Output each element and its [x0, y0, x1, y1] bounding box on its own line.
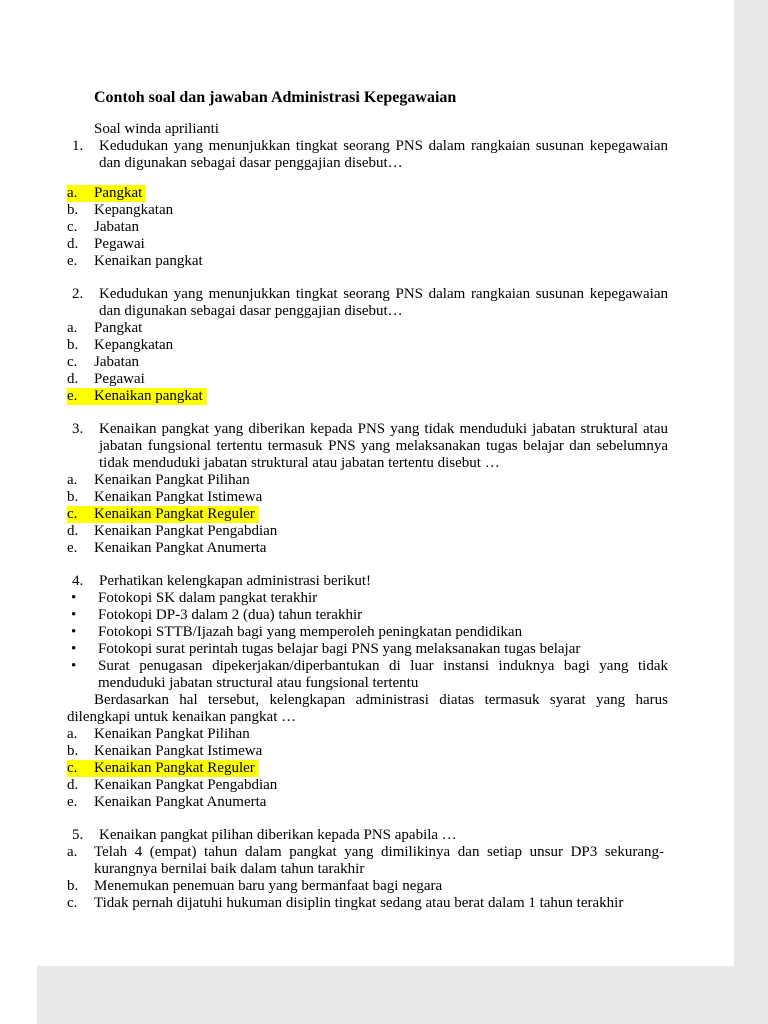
option-text: Kepangkatan	[94, 202, 174, 218]
option-letter: b.	[67, 489, 79, 505]
question-block	[67, 827, 668, 912]
option-row	[67, 743, 668, 760]
question-number: 5.	[72, 827, 84, 843]
question-text: Kedudukan yang menunjukkan tingkat seorang PNS dalam rangkaian susunan kepegawaian dan digunakan sebagai dasar penggajian disebut…	[99, 138, 668, 171]
option-row	[67, 540, 668, 557]
option-row-highlighted	[67, 185, 668, 202]
question-row	[67, 286, 668, 320]
option-text: Kenaikan Pangkat Anumerta	[94, 794, 267, 810]
option-letter: e.	[67, 540, 78, 556]
bullet-text: Fotokopi DP-3 dalam 2 (dua) tahun terakhir	[98, 607, 363, 623]
option-text: Pangkat	[94, 320, 143, 336]
option-text: Tidak pernah dijatuhi hukuman disiplin tingkat sedang atau berat dalam 1 tahun terakhir	[94, 895, 624, 911]
question-number: 3.	[72, 421, 84, 437]
bullet-text: Fotokopi STTB/Ijazah bagi yang memperoleh peningkatan pendidikan	[98, 624, 523, 640]
option-text: Kenaikan Pangkat Reguler	[94, 760, 259, 777]
option-letter: a.	[67, 185, 94, 202]
option-letter: c.	[67, 219, 78, 235]
option-letter: a.	[67, 844, 78, 860]
bullet-text: Surat penugasan dipekerjakan/diperbantukan di luar instansi induknya bagi yang tidak menduduki jabatan structural atau fungsional tertentu	[98, 658, 668, 691]
option-row	[67, 878, 668, 895]
questions-list	[67, 138, 668, 912]
question-text: Kedudukan yang menunjukkan tingkat seorang PNS dalam rangkaian susunan kepegawaian dan digunakan sebagai dasar penggajian disebut…	[99, 286, 668, 319]
option-row	[67, 253, 668, 270]
options-list	[67, 185, 668, 270]
option-row	[67, 236, 668, 253]
option-letter: c.	[67, 506, 94, 523]
option-letter: d.	[67, 236, 79, 252]
option-row	[67, 202, 668, 219]
bullet-row	[67, 607, 668, 624]
option-text: Kenaikan Pangkat Anumerta	[94, 540, 267, 556]
option-letter: e.	[67, 388, 94, 405]
bullet-icon: •	[71, 641, 77, 657]
option-row-highlighted	[67, 388, 668, 405]
option-letter: a.	[67, 726, 78, 742]
options-list	[67, 844, 668, 912]
option-letter: b.	[67, 878, 79, 894]
bullet-text: Fotokopi surat perintah tugas belajar bagi PNS yang melaksanakan tugas belajar	[98, 641, 581, 657]
option-letter: c.	[67, 354, 78, 370]
option-text: Pangkat	[94, 185, 146, 202]
option-row	[67, 337, 668, 354]
question-number: 2.	[72, 286, 84, 302]
option-text: Kenaikan Pangkat Pengabdian	[94, 523, 278, 539]
question-row	[67, 827, 668, 844]
option-letter: e.	[67, 253, 78, 269]
question-block	[67, 573, 668, 811]
question-block	[67, 421, 668, 557]
option-row	[67, 219, 668, 236]
option-text: Jabatan	[94, 219, 139, 235]
option-text: Telah 4 (empat) tahun dalam pangkat yang dimilikinya dan setiap unsur DP3 sekurang-kurangnya bernilai baik dalam tahun tarakhir	[94, 844, 664, 877]
option-text: Pegawai	[94, 236, 145, 252]
option-text: Jabatan	[94, 354, 139, 370]
option-letter: d.	[67, 777, 79, 793]
option-text: Kenaikan pangkat	[94, 388, 207, 405]
option-text: Kenaikan Pangkat Pilihan	[94, 472, 250, 488]
question-row	[67, 138, 668, 172]
option-text: Kenaikan Pangkat Pengabdian	[94, 777, 278, 793]
question-number: 1.	[72, 138, 84, 154]
options-list	[67, 320, 668, 405]
bullet-row	[67, 624, 668, 641]
question-text: Kenaikan pangkat pilihan diberikan kepada PNS apabila …	[99, 827, 457, 843]
option-row	[67, 320, 668, 337]
option-row	[67, 895, 668, 912]
question-text: Kenaikan pangkat yang diberikan kepada PNS yang tidak menduduki jabatan struktural atau jabatan fungsional tertentu termasuk PNS yang melaksanakan tugas belajar dan sebelumnya tidak menduduki jabatan struktural atau jabatan tertentu disebut …	[99, 421, 668, 471]
option-text: Kenaikan Pangkat Istimewa	[94, 743, 263, 759]
bullet-icon: •	[71, 607, 77, 623]
option-text: Menemukan penemuan baru yang bermanfaat bagi negara	[94, 878, 443, 894]
option-letter: b.	[67, 202, 79, 218]
bullet-row	[67, 641, 668, 658]
option-letter: c.	[67, 760, 94, 777]
question-closing-text: Berdasarkan hal tersebut, kelengkapan administrasi diatas termasuk syarat yang harus dilengkapi untuk kenaikan pangkat …	[67, 692, 668, 725]
option-row	[67, 489, 668, 506]
option-row	[67, 472, 668, 489]
bullet-text: Fotokopi SK dalam pangkat terakhir	[98, 590, 318, 606]
option-row	[67, 523, 668, 540]
option-letter: c.	[67, 895, 78, 911]
option-letter: a.	[67, 472, 78, 488]
option-text: Kenaikan pangkat	[94, 253, 203, 269]
question-block	[67, 286, 668, 405]
option-letter: a.	[67, 320, 78, 336]
option-letter: d.	[67, 371, 79, 387]
option-text: Kepangkatan	[94, 337, 174, 353]
option-row	[67, 354, 668, 371]
option-text: Pegawai	[94, 371, 145, 387]
option-letter: e.	[67, 794, 78, 810]
option-row	[67, 777, 668, 794]
option-row-highlighted	[67, 760, 668, 777]
next-page-corner	[0, 966, 37, 1024]
option-letter: b.	[67, 743, 79, 759]
option-text: Kenaikan Pangkat Reguler	[94, 506, 259, 523]
question-row	[67, 573, 668, 590]
option-row	[67, 794, 668, 811]
option-letter: b.	[67, 337, 79, 353]
question-row	[67, 421, 668, 472]
page-title: Contoh soal dan jawaban Administrasi Kepegawaian	[94, 89, 457, 106]
question-number: 4.	[72, 573, 84, 589]
bullet-row	[67, 658, 668, 692]
options-list	[67, 726, 668, 811]
option-letter: d.	[67, 523, 79, 539]
options-list	[67, 472, 668, 557]
bullet-icon: •	[71, 590, 77, 606]
bullet-icon: •	[71, 658, 77, 674]
bullet-row	[67, 590, 668, 607]
option-row-highlighted	[67, 506, 668, 523]
option-row	[67, 726, 668, 743]
option-row	[67, 371, 668, 388]
bullet-icon: •	[71, 624, 77, 640]
option-row	[67, 844, 668, 878]
question-block	[67, 138, 668, 270]
author-line: Soal winda aprilianti	[94, 121, 219, 137]
option-text: Kenaikan Pangkat Pilihan	[94, 726, 250, 742]
question-text: Perhatikan kelengkapan administrasi berikut!	[99, 573, 371, 589]
option-text: Kenaikan Pangkat Istimewa	[94, 489, 263, 505]
